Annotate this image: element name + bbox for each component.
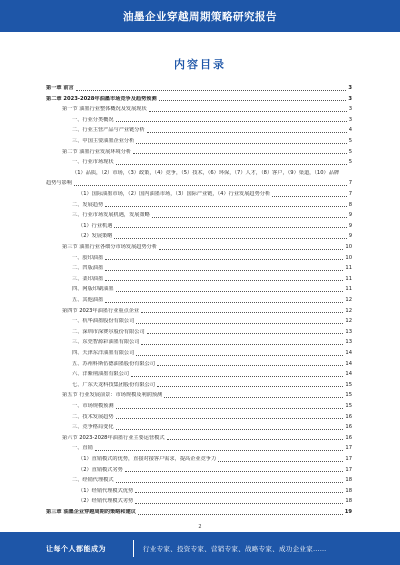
toc-entry-page: 18 xyxy=(345,498,352,505)
toc-dot-leader xyxy=(136,143,346,144)
toc-dot-leader xyxy=(116,429,344,430)
toc-entry-title: 三、中国主要油墨企业分析 xyxy=(72,138,135,144)
toc-entry-title: 第三节 油墨行业各细分市场发展趋势分析 xyxy=(62,244,158,250)
toc-entry[interactable] xyxy=(46,328,352,336)
toc-entry-page: 17 xyxy=(345,466,352,473)
toc-entry[interactable] xyxy=(46,476,352,484)
toc-dot-leader xyxy=(116,291,344,292)
toc-dot-leader xyxy=(114,227,346,228)
toc-entry-title: 第六节 2023-2028年油墨行业主要运营模式 xyxy=(62,434,165,441)
toc-entry-title: 二、深圳市深赛尔股份有限公司 xyxy=(72,328,145,335)
toc-dot-leader xyxy=(116,418,344,419)
toc-entry[interactable] xyxy=(46,391,352,399)
toc-entry-title: 二、经销代理模式 xyxy=(72,477,114,484)
toc-entry-title: 第二节 油墨行业发展环境分析 xyxy=(62,148,132,155)
toc-entry-page: 16 xyxy=(345,434,352,441)
toc-entry-title: 一、直销 xyxy=(72,445,93,452)
toc-entry[interactable] xyxy=(46,455,352,463)
toc-entry-page: 11 xyxy=(345,286,352,293)
page-number: 2 xyxy=(198,524,202,530)
toc-entry-page: 17 xyxy=(345,445,352,452)
toc-entry-page: 9 xyxy=(348,212,352,219)
toc-entry-title: 六、洋紫荆油墨有限公司 xyxy=(72,371,130,378)
toc-dot-leader xyxy=(159,249,343,250)
toc-dot-leader xyxy=(116,482,344,483)
toc-entry[interactable] xyxy=(46,148,352,156)
toc-entry[interactable] xyxy=(46,169,352,177)
toc-dot-leader xyxy=(105,259,343,260)
toc-entry-title: （1）直销模式的优势，直接对接客户需求，提高企业竞争力 xyxy=(78,456,217,462)
toc-entry[interactable] xyxy=(46,190,352,198)
toc-entry-page: 11 xyxy=(345,265,352,272)
toc-entry-title: 三、竞争格局变化 xyxy=(72,424,114,431)
toc-dot-leader xyxy=(135,503,343,504)
toc-entry[interactable] xyxy=(46,211,352,219)
toc-entry[interactable] xyxy=(46,179,352,187)
toc-dot-leader xyxy=(157,386,343,387)
toc-entry[interactable] xyxy=(46,370,352,378)
table-of-contents xyxy=(46,84,352,519)
toc-dot-leader xyxy=(76,90,347,91)
header-bar xyxy=(0,0,400,32)
toc-entry-page: 14 xyxy=(345,360,352,367)
toc-entry-title: （1）行业机遇 xyxy=(78,222,113,229)
toc-dot-leader xyxy=(133,153,347,154)
footer-divider xyxy=(133,540,134,557)
toc-entry[interactable] xyxy=(46,423,352,431)
toc-entry-title: 一、杭华油墨股份有限公司 xyxy=(72,318,135,325)
toc-dot-leader xyxy=(136,323,343,324)
toc-entry[interactable] xyxy=(46,254,352,262)
toc-dot-leader xyxy=(116,121,347,122)
toc-entry[interactable] xyxy=(46,285,352,293)
toc-entry-title: 七、广东天龙科技集团股份有限公司 xyxy=(72,381,156,388)
toc-entry-page: 19 xyxy=(344,509,352,515)
toc-entry[interactable] xyxy=(46,413,352,421)
toc-entry-title: 一、市场规模预测 xyxy=(72,403,114,409)
toc-heading: 内容目录 xyxy=(174,58,226,71)
toc-entry-title: 一、行业市场现状 xyxy=(72,159,114,166)
toc-dot-leader xyxy=(131,376,343,377)
toc-entry-page: 10 xyxy=(345,254,352,261)
toc-entry[interactable] xyxy=(46,508,352,516)
toc-dot-leader xyxy=(141,344,343,345)
toc-entry-page: 14 xyxy=(345,350,352,356)
toc-entry-page: 5 xyxy=(348,138,352,144)
toc-entry-page: 5 xyxy=(348,148,352,155)
toc-entry[interactable] xyxy=(46,201,352,209)
toc-entry[interactable] xyxy=(46,243,352,251)
toc-entry-title: （2）直销模式劣势 xyxy=(78,466,123,473)
toc-entry-page: 15 xyxy=(345,392,352,399)
toc-entry[interactable] xyxy=(46,349,352,357)
toc-entry-page: 8 xyxy=(348,201,352,208)
toc-dot-leader xyxy=(95,450,344,451)
toc-entry-title: 三、行业市场发展机遇，发展策略 xyxy=(72,212,150,219)
footer-tagline: 行业专家、投资专家、营销专家、战略专家、成功企业家…… xyxy=(143,545,327,553)
toc-entry-title: 四、网版印刷油墨 xyxy=(72,286,114,293)
toc-entry-title: 四、天津东洋油墨有限公司 xyxy=(72,350,135,356)
toc-entry-page: 9 xyxy=(348,233,352,240)
toc-entry[interactable] xyxy=(46,317,352,325)
toc-dot-leader xyxy=(105,270,343,271)
toc-entry[interactable] xyxy=(46,360,352,368)
toc-entry[interactable] xyxy=(46,497,352,505)
toc-dot-leader xyxy=(116,408,344,409)
toc-dot-leader xyxy=(147,132,347,133)
toc-dot-leader xyxy=(149,111,347,112)
toc-entry-title: 第二章 2023-2028年油墨市场竞争及趋势预测 xyxy=(46,95,157,102)
toc-entry[interactable] xyxy=(46,487,352,495)
toc-entry-title: （2）发展策略 xyxy=(78,233,113,240)
toc-entry-title: 趋势与影响 xyxy=(46,180,72,187)
toc-dot-leader xyxy=(159,100,347,101)
toc-dot-leader xyxy=(105,280,343,281)
toc-entry[interactable] xyxy=(46,444,352,452)
toc-entry-page: 18 xyxy=(345,487,352,494)
toc-entry[interactable] xyxy=(46,434,352,442)
toc-entry-title: （1）品质，（2）市场，（3）政策，（4）竞争，（5）技术，（6）环保，（7）人才，（8）客户，（9）渠道，（10）品牌 xyxy=(72,169,340,176)
toc-entry-page: 7 xyxy=(348,191,352,197)
toc-entry-page: 5 xyxy=(348,159,352,166)
toc-entry-page: 7 xyxy=(348,180,352,187)
toc-entry-page: 12 xyxy=(345,318,352,325)
toc-entry-title: （2）经销代理模式劣势 xyxy=(78,498,134,505)
toc-entry[interactable] xyxy=(46,466,352,474)
toc-entry-title: 二、行业主营产品与产业链分析 xyxy=(72,127,145,134)
toc-entry-title: 五、其他油墨 xyxy=(72,297,104,303)
toc-dot-leader xyxy=(138,514,343,515)
toc-dot-leader xyxy=(105,206,347,207)
toc-entry[interactable] xyxy=(46,296,352,304)
toc-dot-leader xyxy=(218,461,343,462)
toc-entry[interactable] xyxy=(46,307,352,315)
toc-dot-leader xyxy=(167,439,344,440)
toc-entry[interactable] xyxy=(46,95,352,103)
toc-entry-page: 12 xyxy=(345,307,352,314)
toc-entry[interactable] xyxy=(46,275,352,283)
toc-entry-page: 3 xyxy=(348,95,352,102)
toc-dot-leader xyxy=(105,302,343,303)
toc-entry-page: 13 xyxy=(345,339,352,346)
toc-entry[interactable] xyxy=(46,126,352,134)
toc-entry-page: 18 xyxy=(345,477,352,484)
toc-entry[interactable] xyxy=(46,116,352,124)
toc-entry-title: 三、柔印油墨 xyxy=(72,275,104,282)
toc-entry[interactable] xyxy=(46,338,352,346)
toc-entry-page: 3 xyxy=(348,85,352,91)
toc-entry[interactable] xyxy=(46,105,352,113)
toc-entry-page: 14 xyxy=(345,371,352,378)
toc-entry-title: 一、胶印油墨 xyxy=(72,254,104,261)
toc-dot-leader xyxy=(157,365,343,366)
toc-entry-title: （1）经销代理模式优势 xyxy=(78,487,134,494)
toc-dot-leader xyxy=(272,196,347,197)
toc-dot-leader xyxy=(141,312,343,313)
toc-entry-page: 15 xyxy=(345,403,352,409)
toc-entry-title: （1）国际油墨市场，（2）国内油墨市场，（3）国际产业链，（4）行业发展趋势分析 xyxy=(78,191,271,197)
toc-entry[interactable] xyxy=(46,264,352,272)
toc-entry[interactable] xyxy=(46,402,352,410)
toc-entry-page: 10 xyxy=(345,244,352,250)
toc-entry-title: 二、技术发展趋势 xyxy=(72,413,114,420)
report-title: 油墨企业穿越周期策略研究报告 xyxy=(123,10,277,23)
toc-entry[interactable] xyxy=(46,84,352,92)
toc-entry-title: 三、东莞智源彩油墨有限公司 xyxy=(72,339,140,346)
toc-entry-page: 15 xyxy=(345,381,352,388)
toc-entry[interactable] xyxy=(46,137,352,145)
toc-entry-title: 二、发展趋势 xyxy=(72,201,104,208)
toc-entry-page: 12 xyxy=(345,297,352,303)
toc-entry-page: 16 xyxy=(345,424,352,431)
toc-entry[interactable] xyxy=(46,232,352,240)
toc-entry-title: 第四节 2023年油墨行业重点企业 xyxy=(62,307,140,314)
toc-entry[interactable] xyxy=(46,222,352,230)
footer-bar xyxy=(0,532,400,565)
toc-dot-leader xyxy=(147,333,344,334)
toc-dot-leader xyxy=(125,471,344,472)
toc-entry-title: 二、凹版油墨 xyxy=(72,265,104,272)
toc-dot-leader xyxy=(135,492,343,493)
toc-dot-leader xyxy=(74,185,347,186)
toc-entry[interactable] xyxy=(46,158,352,166)
toc-entry[interactable] xyxy=(46,381,352,389)
toc-dot-leader xyxy=(114,238,346,239)
toc-entry-page: 17 xyxy=(345,456,352,462)
toc-entry-title: 一、行业分类概况 xyxy=(72,116,114,123)
toc-entry-title: 五、苏州科斯伍德油墨股份有限公司 xyxy=(72,360,156,367)
toc-entry-page: 13 xyxy=(345,328,352,335)
toc-entry-page: 9 xyxy=(348,222,352,229)
toc-dot-leader xyxy=(152,217,347,218)
toc-entry-title: 第一节 油墨行业整体概况及发展现状 xyxy=(62,106,147,113)
toc-entry-title: 第五节 行业发展前景：市场规模及利润预测 xyxy=(62,392,163,399)
toc-entry-title: 第一章 前言 xyxy=(46,85,74,91)
footer-slogan: 让每个人都能成为 xyxy=(46,545,106,553)
toc-entry-page: 3 xyxy=(348,116,352,123)
toc-entry-page: 11 xyxy=(345,275,352,282)
toc-entry-page: 16 xyxy=(345,413,352,420)
toc-entry-page: 3 xyxy=(348,106,352,113)
toc-dot-leader xyxy=(136,355,343,356)
toc-dot-leader xyxy=(116,164,347,165)
toc-dot-leader xyxy=(164,397,343,398)
toc-entry-page: 4 xyxy=(348,127,352,134)
toc-entry-title: 第三章 油墨企业穿越周期的策略和建议 xyxy=(46,509,136,515)
